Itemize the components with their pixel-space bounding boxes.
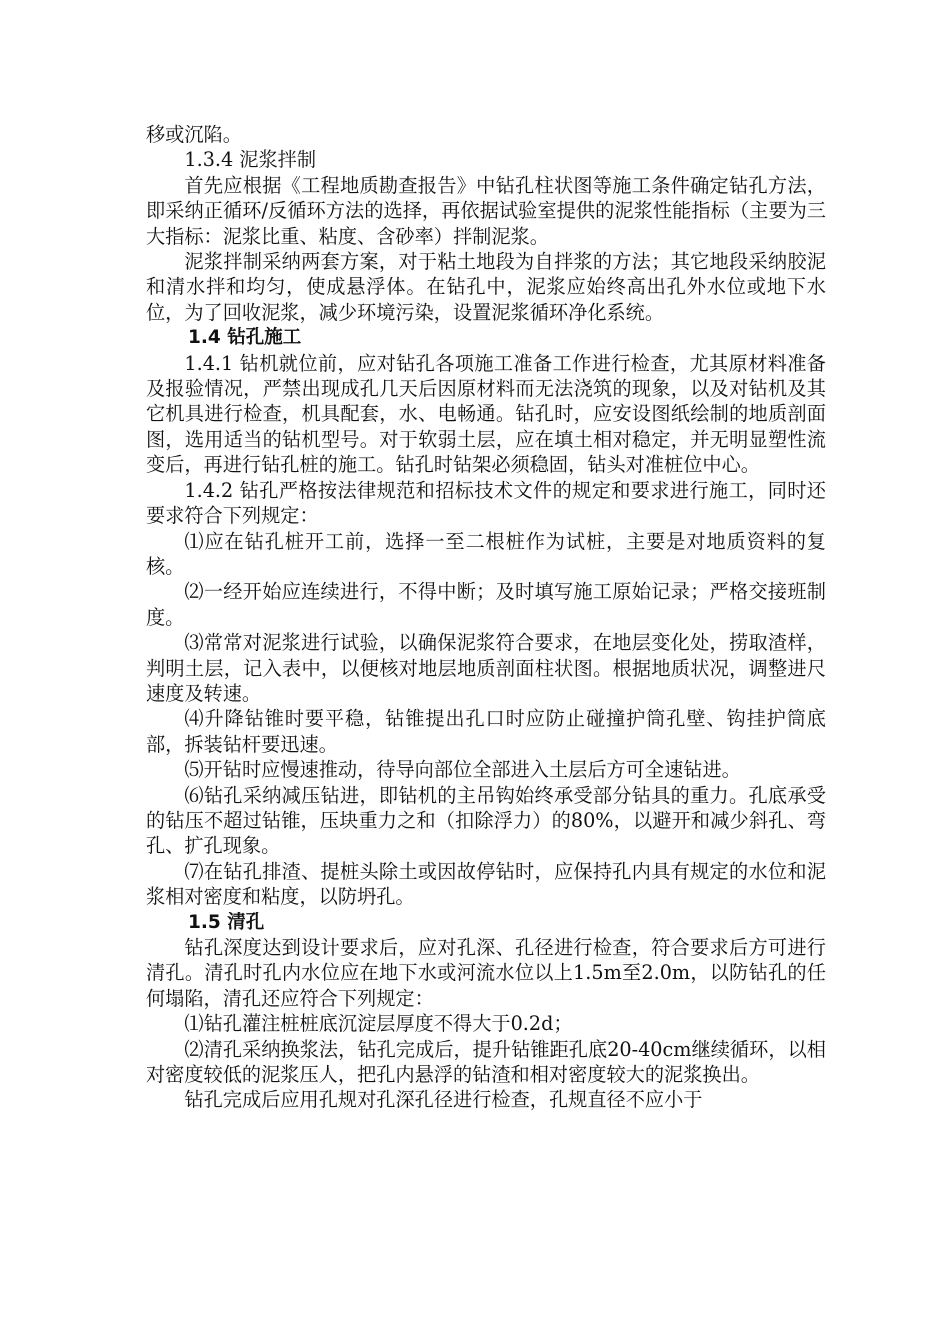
heading-1-3-4: 1.3.4 泥浆拌制 (184, 148, 317, 172)
list-item-6: ⑹钻孔采纳减压钻进，即钻机的主吊钩始终承受部分钻具的重力。孔底承受的钻压不超过钻锥，压块重力之和（扣除浮力）的80%，以避开和减少斜孔、弯孔、扩孔现象。 (146, 783, 826, 858)
heading-1-4: 1.4 钻孔施工 (188, 327, 302, 349)
list-item-2: ⑵一经开始应连续进行，不得中断；及时填写施工原始记录；严格交接班制度。 (146, 580, 826, 629)
paragraph-mud-mixing-plan: 泥浆拌制采纳两套方案，对于粘土地段为自拌浆的方法；其它地段采纳胶泥和清水拌和均匀，使成悬浮体。在钻孔中，泥浆应始终高出孔外水位或地下水位，为了回收泥浆，减少环境污染，设置泥浆循环净化系统。 (146, 250, 826, 324)
document-page (146, 122, 826, 1113)
list-item-7: ⑺在钻孔排渣、提桩头除土或因故停钻时，应保持孔内具有规定的水位和泥浆相对密度和粘度，以防坍孔。 (146, 859, 826, 909)
paragraph-hole-cleaning: 钻孔深度达到设计要求后，应对孔深、孔径进行检查，符合要求后方可进行清孔。清孔时孔内水位应在地下水或河流水位以上1.5m至2.0m，以防钻孔的任何塌陷，清孔还应符合下列规定： (146, 936, 826, 1010)
list-item-3: ⑶常常对泥浆进行试验，以确保泥浆符合要求，在地层变化处，捞取渣样，判明土层，记入表中，以便核对地层地质剖面柱状图。根据地质状况，调整进尺速度及转速。 (146, 631, 826, 705)
paragraph-mud-mixing-intro: 首先应根据《工程地质勘查报告》中钻孔柱状图等施工条件确定钻孔方法，即采纳正循环/反循环方法的选择，再依据试验室提供的泥浆性能指标（主要为三大指标：泥浆比重、粘度、含砂率）拌制泥浆。 (146, 173, 826, 248)
list-item-1: ⑴应在钻孔桩开工前，选择一至二根桩作为试桩，主要是对地质资料的复核。 (146, 529, 826, 578)
list-item-4: ⑷升降钻锥时要平稳，钻锥提出孔口时应防止碰撞护筒孔壁、钩挂护筒底部，拆装钻杆要迅速。 (146, 707, 826, 756)
paragraph-1-4-1: 1.4.1 钻机就位前，应对钻孔各项施工准备工作进行检查，尤其原材料准备及报验情况，严禁出现成孔几天后因原材料而无法浇筑的现象，以及对钻机及其它机具进行检查，机具配套，水、电畅通。钻孔时，应安设图纸绘制的地质剖面图，选用适当的钻机型号。对于软弱土层，应在填土相对稳定，并无明显塑性流变后，再进行钻孔桩的施工。钻孔时钻架必须稳固，钻头对准桩位中心。 (146, 351, 826, 477)
heading-1-5: 1.5 清孔 (188, 911, 265, 933)
cleaning-item-1: ⑴钻孔灌注桩桩底沉淀层厚度不得大于0.2d； (184, 1012, 573, 1036)
paragraph-1-4-2: 1.4.2 钻孔严格按法律规范和招标技术文件的规定和要求进行施工，同时还要求符合下列规定： (146, 478, 826, 528)
paragraph-continuation: 移或沉陷。 (146, 123, 242, 146)
cleaning-item-2: ⑵清孔采纳换浆法，钻孔完成后，提升钻锥距孔底20-40cm继续循环，以相对密度较低的泥浆压人，把孔内悬浮的钻渣和相对密度较大的泥浆换出。 (146, 1037, 826, 1087)
paragraph-hole-gauge: 钻孔完成后应用孔规对孔深孔径进行检查，孔规直径不应小于 (184, 1088, 703, 1112)
list-item-5: ⑸开钻时应慢速推动，待导向部位全部进入土层后方可全速钻进。 (184, 758, 741, 782)
